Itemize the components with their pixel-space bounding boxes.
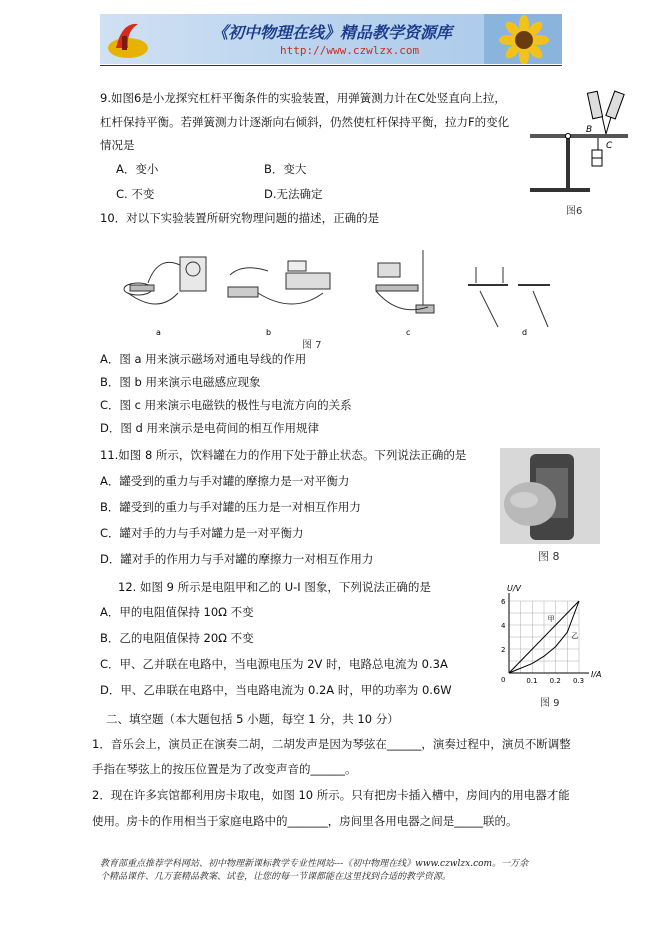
y-tick-label: 6 (501, 598, 506, 606)
fig6-label-b: B (586, 125, 593, 135)
fig7-label-d: d (522, 328, 528, 337)
fig6-label-c: C (606, 141, 613, 151)
y-tick-label: 4 (501, 622, 506, 630)
page-footer (100, 858, 570, 884)
q10-stem: 10．对以下实验装置所研究物理问题的描述，正确的是 (100, 211, 380, 225)
figure-6-lever (520, 88, 630, 198)
fill-q1-line2: 手指在琴弦上的按压位置是为了改变声音的______。 (92, 762, 357, 776)
q11-stem: 11.如图 8 所示，饮料罐在力的作用下处于静止状态。下列说法正确的是 (100, 448, 467, 462)
fig7-label-b: b (266, 328, 272, 337)
series-label: 甲 (547, 615, 555, 623)
q10-option-b: B．图 b 用来演示电磁感应现象 (100, 375, 261, 389)
q9-option-a: A．变小 (116, 162, 159, 176)
q9-line3: 情况是 (100, 138, 135, 152)
q12-stem: 12. 如图 9 所示是电阻甲和乙的 U-I 图象，下列说法正确的是 (118, 580, 431, 594)
q9-option-c: C. 不变 (116, 187, 155, 201)
q10-option-c: C．图 c 用来演示电磁铁的极性与电流方向的关系 (100, 398, 352, 412)
q9-line1: 9.如图6是小龙探究杠杆平衡条件的实验装置，用弹簧测力计在C处竖直向上拉， (100, 91, 506, 105)
header-banner (100, 14, 562, 64)
site-title: 《初中物理在线》精品教学资源库 (212, 23, 453, 42)
figure-7-caption: 图 7 (302, 340, 322, 351)
chart-y-label: U/V (507, 585, 522, 593)
figure-9-caption: 图 9 (540, 698, 560, 709)
fill-q2-line2: 使用。房卡的作用相当于家庭电路中的_______，房间里各用电器之间是_____联的。 (92, 814, 518, 828)
fill-q1-line1: 1．音乐会上，演员正在演奏二胡，二胡发声是因为琴弦在______，演奏过程中，演员不断调整 (92, 737, 571, 751)
q10-option-a: A．图 a 用来演示磁场对通电导线的作用 (100, 352, 307, 366)
q9-option-d: D.无法确定 (264, 187, 323, 201)
figure-6-caption: 图6 (566, 206, 583, 217)
q12-option-d: D．甲、乙串联在电路中，当电路电流为 0.2A 时，甲的功率为 0.6W (100, 683, 452, 697)
q12-option-a: A．甲的电阻值保持 10Ω 不变 (100, 605, 254, 619)
figure-9-ui-chart (495, 585, 615, 693)
figure-8-photo (500, 448, 600, 544)
x-tick-label: 0.1 (526, 677, 538, 685)
q12-option-c: C．甲、乙并联在电路中，当电源电压为 2V 时，电路总电流为 0.3A (100, 657, 448, 671)
site-logo (106, 18, 150, 60)
q10-option-d: D．图 d 用来演示是电荷间的相互作用规律 (100, 421, 319, 435)
chart-x-label: I/A (591, 670, 602, 679)
q11-option-b: B．罐受到的重力与手对罐的压力是一对相互作用力 (100, 500, 361, 514)
q11-option-c: C．罐对手的力与手对罐力是一对平衡力 (100, 526, 304, 540)
fig7-label-c: c (406, 328, 411, 337)
sunflower-image (484, 14, 562, 64)
series-label: 乙 (571, 632, 579, 641)
figure-7-apparatus (118, 245, 550, 340)
chart-origin-label: 0 (501, 676, 506, 684)
site-url[interactable]: http://www.czwlzx.com (280, 44, 420, 57)
header-rule (100, 65, 562, 66)
q11-option-d: D．罐对手的作用力与手对罐的摩擦力一对相互作用力 (100, 552, 374, 566)
section2-heading: 二、填空题（本大题包括 5 小题，每空 1 分，共 10 分） (106, 712, 399, 726)
q12-option-b: B．乙的电阻值保持 20Ω 不变 (100, 631, 254, 645)
q9-line2: 杠杆保持平衡。若弹簧测力计逐渐向右倾斜，仍然使杠杆保持平衡，拉力F的变化 (100, 115, 510, 129)
fig7-label-a: a (156, 328, 161, 337)
q11-option-a: A．罐受到的重力与手对罐的摩擦力是一对平衡力 (100, 474, 350, 488)
fill-q2-line1: 2．现在许多宾馆都利用房卡取电，如图 10 所示。只有把房卡插入槽中，房间内的用电器才能 (92, 788, 570, 802)
footer-line2: 个精品课件、几万套精品教案、试卷，让您的每一节课都能在这里找到合适的教学资源。 (100, 872, 452, 882)
x-tick-label: 0.3 (573, 677, 585, 685)
footer-line1: 教育部重点推荐学科网站、初中物理新课标教学专业性网站---《初中物理在线》www.czwlzx.com。一万余 (100, 859, 529, 869)
figure-8-caption: 图 8 (538, 550, 560, 563)
y-tick-label: 2 (501, 646, 506, 654)
q9-option-b: B．变大 (264, 162, 307, 176)
x-tick-label: 0.2 (549, 677, 561, 685)
